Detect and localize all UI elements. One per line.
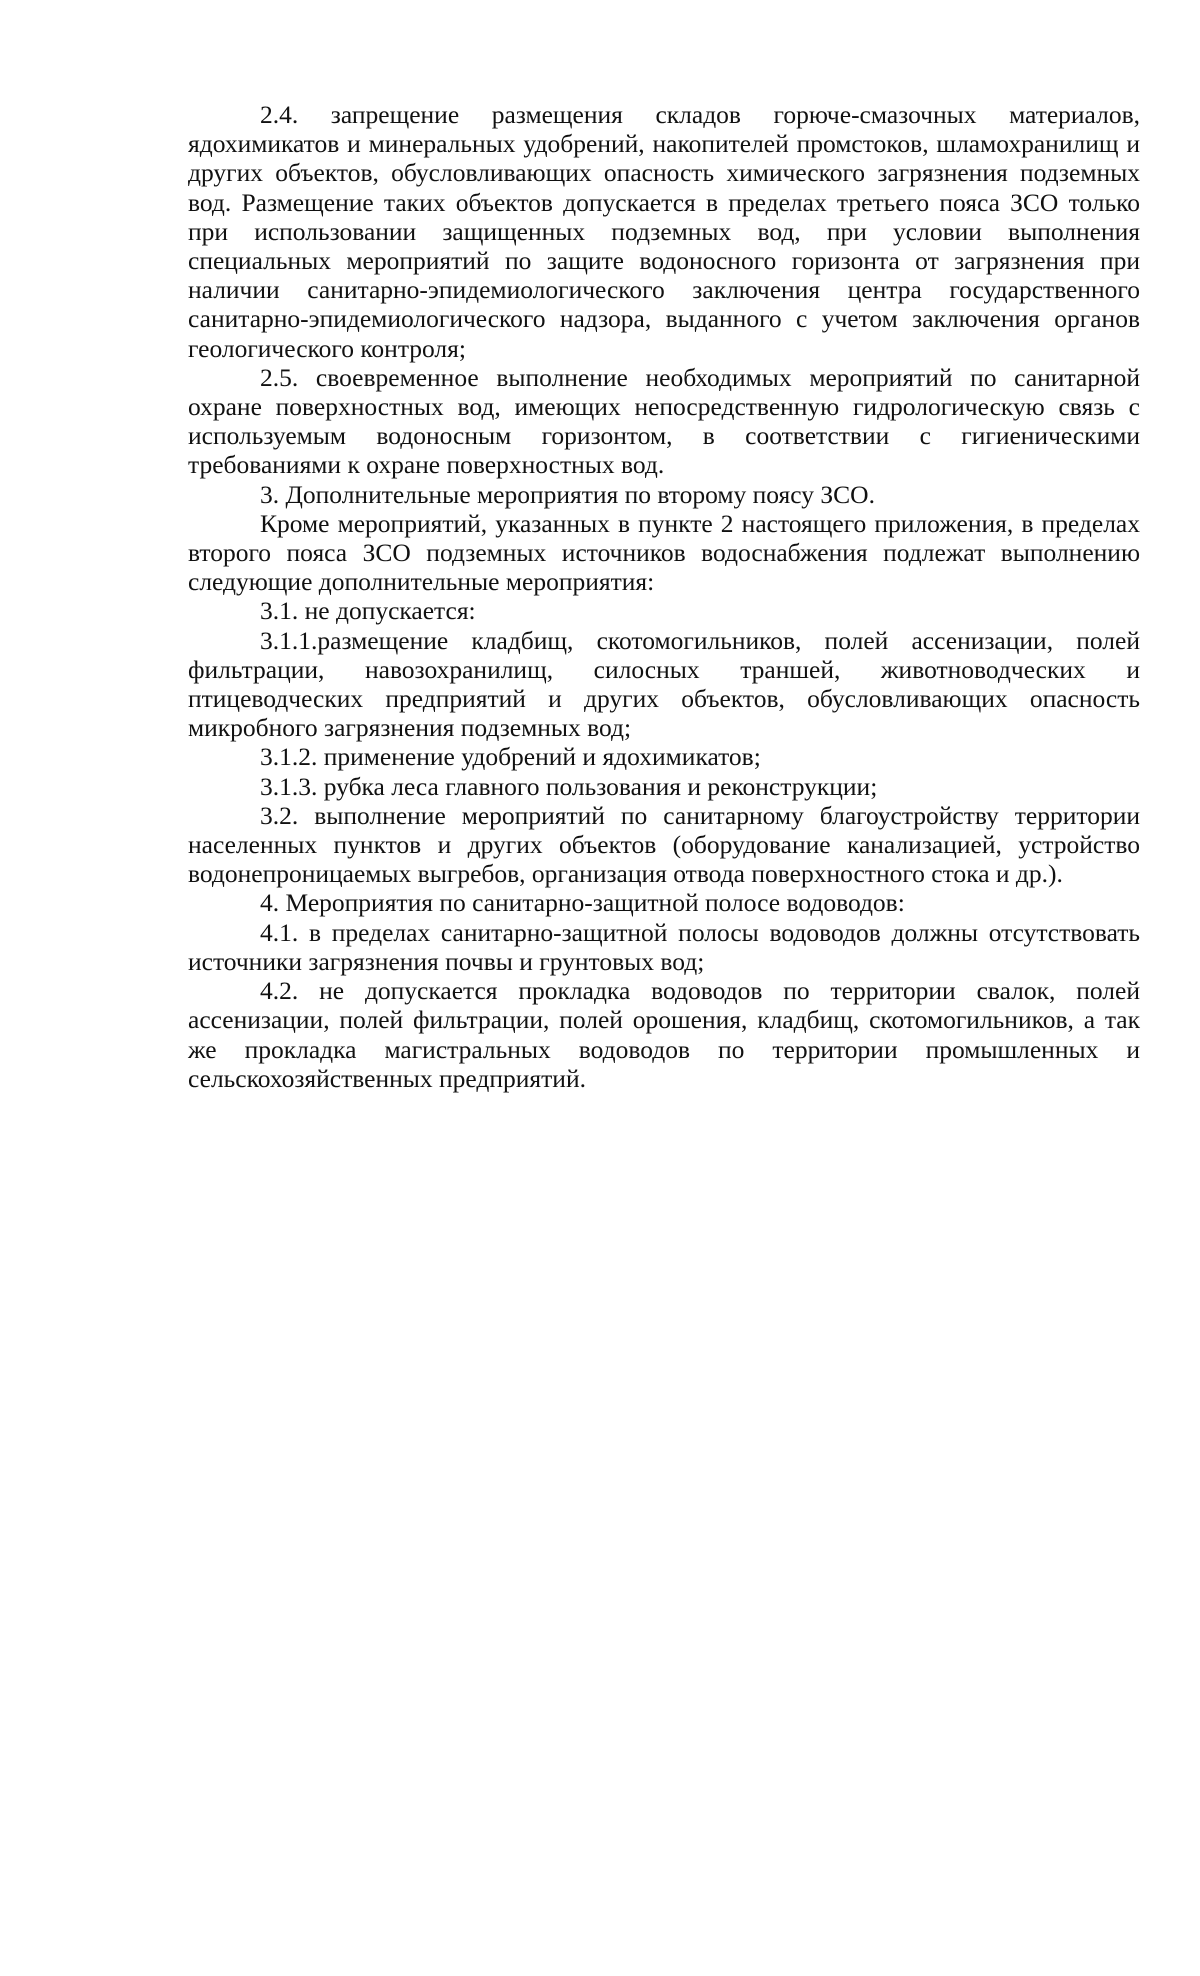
paragraph-2-4: 2.4. запрещение размещения складов горюче-смазочных материалов, ядохимикатов и минеральных удобрений, накопителей промстоков, шламохранилищ и других объектов, обусловливающих опасность химического загрязнения подземных вод. Размещение таких объектов допускается в пределах третьего пояса ЗСО только при использовании защищенных подземных вод, при условии выполнения специальных мероприятий по защите водоносного горизонта от загрязнения при наличии санитарно-эпидемиологического заключения центра государственного санитарно-эпидемиологического надзора, выданного с учетом заключения органов геологического контроля; [188, 100, 1140, 363]
document-body [188, 100, 1140, 1093]
paragraph-4-2: 4.2. не допускается прокладка водоводов по территории свалок, полей ассенизации, полей фильтрации, полей орошения, кладбищ, скотомогильников, а так же прокладка магистральных водоводов по территории промышленных и сельскохозяйственных предприятий. [188, 976, 1140, 1093]
paragraph-3-2: 3.2. выполнение мероприятий по санитарному благоустройству территории населенных пунктов и других объектов (оборудование канализацией, устройство водонепроницаемых выгребов, организация отвода поверхностного стока и др.). [188, 800, 1140, 889]
paragraph-section-3-intro: Кроме мероприятий, указанных в пункте 2 настоящего приложения, в пределах второго пояса ЗСО подземных источников водоснабжения подлежат выполнению следующие дополнительные мероприятия: [188, 508, 1140, 597]
paragraph-3-1-2: 3.1.2. применение удобрений и ядохимикатов; [260, 742, 761, 772]
paragraph-3-1-1: 3.1.1.размещение кладбищ, скотомогильников, полей ассенизации, полей фильтрации, навозохранилищ, силосных траншей, животноводческих и птицеводческих предприятий и других объектов, обусловливающих опасность микробного загрязнения подземных вод; [188, 625, 1140, 743]
section-heading-4: 4. Мероприятия по санитарно-защитной полосе водоводов: [260, 888, 905, 918]
paragraph-2-5: 2.5. своевременное выполнение необходимых мероприятий по санитарной охране поверхностных вод, имеющих непосредственную гидрологическую связь с используемым водоносным горизонтом, в соответствии с гигиеническими требованиями к охране поверхностных вод. [188, 362, 1140, 480]
paragraph-3-1: 3.1. не допускается: [260, 596, 476, 626]
section-heading-3: 3. Дополнительные мероприятия по второму поясу ЗСО. [260, 479, 875, 509]
paragraph-4-1: 4.1. в пределах санитарно-защитной полосы водоводов должны отсутствовать источники загрязнения почвы и грунтовых вод; [188, 917, 1140, 976]
paragraph-3-1-3: 3.1.3. рубка леса главного пользования и реконструкции; [260, 771, 878, 801]
